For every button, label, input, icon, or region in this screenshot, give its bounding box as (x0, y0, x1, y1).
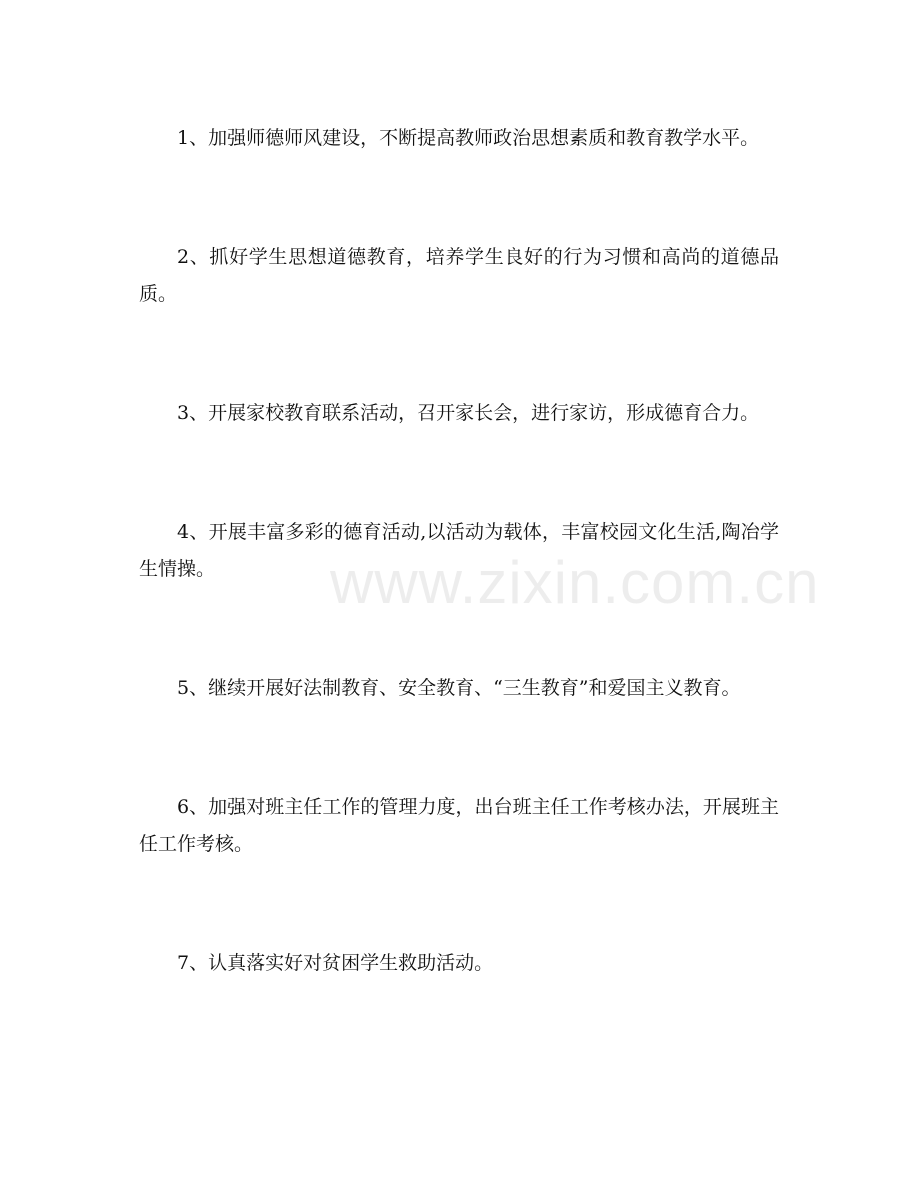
paragraph-3: 3、开展家校教育联系活动，召开家长会，进行家访，形成德育合力。 (177, 402, 760, 424)
document-body (139, 120, 779, 982)
paragraph-1: 1、加强师德师风建设，不断提高教师政治思想素质和教育教学水平。 (177, 127, 760, 149)
watermark: www.zixin.com.cn (330, 549, 820, 616)
paragraph-6: 6、加强对班主任工作的管理力度，出台班主任工作考核办法，开展班主任工作考核。 (139, 796, 779, 855)
paragraph-7: 7、认真落实好对贫困学生救助活动。 (177, 952, 494, 974)
paragraph-5: 5、继续开展好法制教育、安全教育、“三生教育”和爱国主义教育。 (177, 677, 741, 699)
paragraph-4: 4、开展丰富多彩的德育活动,以活动为载体，丰富校园文化生活,陶冶学生情操。 (139, 521, 779, 580)
paragraph-2: 2、抓好学生思想道德教育，培养学生良好的行为习惯和高尚的道德品质。 (139, 246, 779, 305)
